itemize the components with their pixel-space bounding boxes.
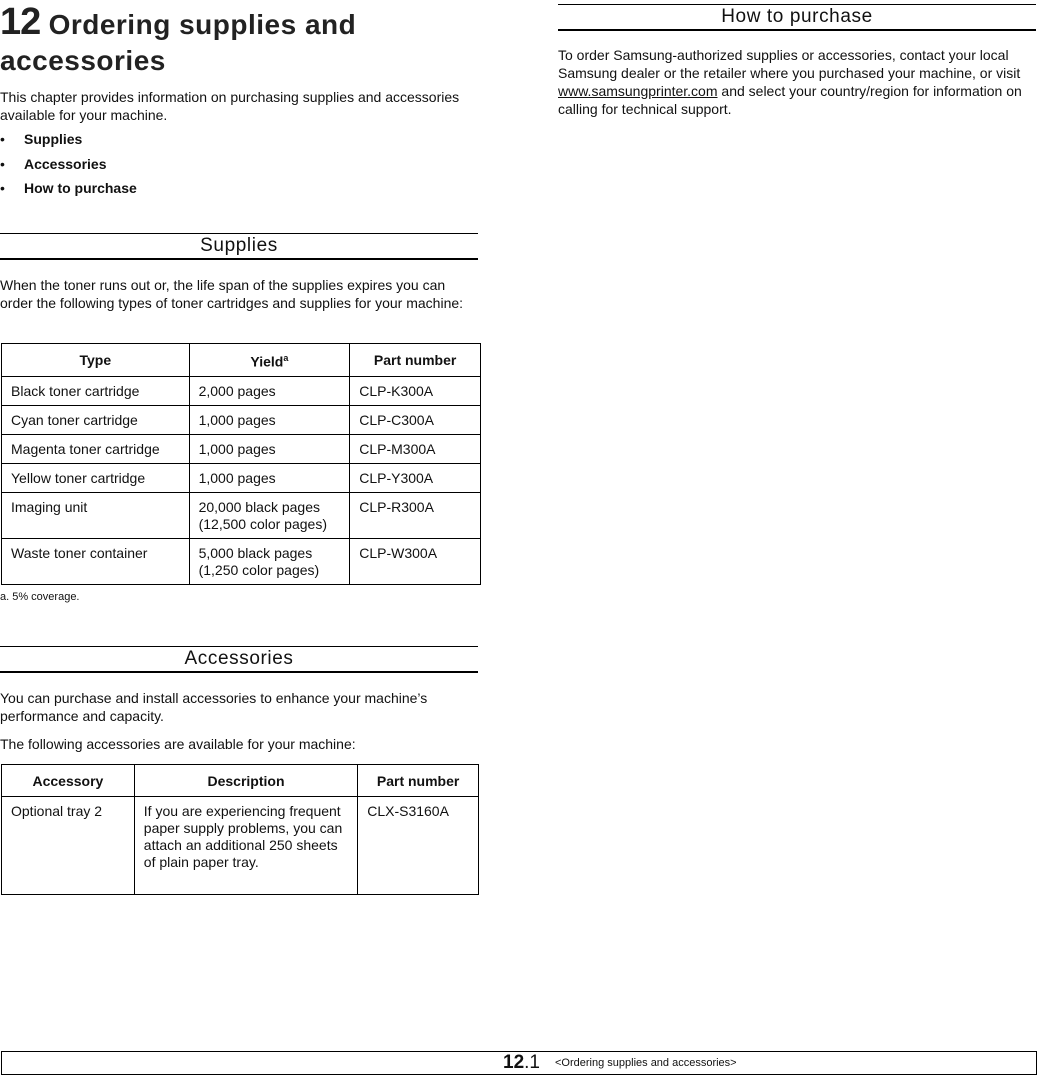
table-row — [2, 797, 479, 895]
cell-yield: 1,000 pages — [189, 463, 350, 492]
col-header-type: Type — [2, 344, 190, 377]
topic-item: • How to purchase — [0, 180, 137, 196]
cell-part: CLX-S3160A — [358, 797, 479, 895]
accessories-intro: You can purchase and install accessories to enhance your machine’s performance and capacity. — [0, 690, 428, 724]
topic-link-accessories[interactable]: Accessories — [24, 155, 107, 172]
cell-accessory: Optional tray 2 — [2, 797, 135, 895]
cell-yield: 1,000 pages — [189, 434, 350, 463]
chapter-number: 12 — [0, 1, 41, 43]
table-row — [2, 434, 481, 463]
cell-yield: 2,000 pages — [189, 376, 350, 405]
cell-part: CLP-C300A — [350, 405, 481, 434]
cell-yield: 1,000 pages — [189, 405, 350, 434]
cell-type: Cyan toner cartridge — [2, 405, 190, 434]
supplies-intro: When the toner runs out or, the life span of the supplies expires you can order the following types of toner cartridges and supplies for your machine: — [0, 277, 464, 311]
supplies-footnote: a. 5% coverage. — [0, 591, 80, 603]
cell-part: CLP-Y300A — [350, 463, 481, 492]
table-row — [2, 463, 481, 492]
cell-part: CLP-M300A — [350, 434, 481, 463]
cell-type: Black toner cartridge — [2, 376, 190, 405]
supplies-table — [1, 343, 481, 585]
topic-item: • Supplies — [0, 131, 83, 147]
chapter-title-line1: Ordering supplies and — [48, 9, 357, 40]
cell-yield: 20,000 black pages (12,500 color pages) — [189, 492, 350, 538]
chapter-intro: This chapter provides information on purchasing supplies and accessories available for your machine. — [0, 89, 460, 123]
col-header-part-number: Part number — [350, 344, 481, 377]
topic-list — [0, 130, 137, 204]
table-header-row — [2, 765, 479, 797]
topic-link-how-to-purchase[interactable]: How to purchase — [24, 180, 137, 196]
table-row — [2, 538, 481, 584]
col-header-description: Description — [134, 765, 357, 797]
table-row — [2, 492, 481, 538]
purchase-heading-title: How to purchase — [721, 6, 873, 27]
table-row — [2, 376, 481, 405]
chapter-title — [0, 0, 480, 79]
col-header-yield: Yield$^a$ — [189, 344, 350, 377]
cell-description: If you are experiencing frequent paper supply problems, you can attach an additional 250 sheets of plain paper tray. — [134, 797, 357, 895]
cell-part: CLP-R300A — [350, 492, 481, 538]
cell-type: Yellow toner cartridge — [2, 463, 190, 492]
topic-link-supplies[interactable]: Supplies — [24, 131, 83, 147]
cell-part: CLP-W300A — [350, 538, 481, 584]
cell-yield: 5,000 black pages (1,250 color pages) — [189, 538, 350, 584]
chapter-title-line2: accessories — [0, 45, 166, 76]
page-footer — [1, 1051, 1037, 1075]
yield-footnote-mark: a — [283, 353, 289, 363]
footer-chapter-label: <Ordering supplies and accessories> — [555, 1057, 737, 1069]
table-header-row — [2, 344, 481, 377]
accessories-intro-2: The following accessories are available for your machine: — [0, 736, 356, 752]
col-header-part-number: Part number — [358, 765, 479, 797]
purchase-heading — [558, 4, 1036, 31]
topic-item: • Accessories — [0, 155, 107, 172]
supplies-heading — [0, 233, 478, 260]
cell-part: CLP-K300A — [350, 376, 481, 405]
accessories-heading-title: Accessories — [184, 648, 294, 669]
left-column — [0, 0, 480, 870]
page-number: 12.1 — [503, 1052, 540, 1073]
accessories-table — [1, 764, 479, 895]
table-row — [2, 405, 481, 434]
samsung-website-link[interactable]: www.samsungprinter.com — [558, 83, 718, 99]
cell-type: Magenta toner cartridge — [2, 434, 190, 463]
col-header-accessory: Accessory — [2, 765, 135, 797]
accessories-heading — [0, 646, 478, 673]
cell-type: Waste toner container — [2, 538, 190, 584]
purchase-text: To order Samsung-authorized supplies or accessories, contact your local Samsung dealer or the retailer where you purchased your machine, or visit www.samsungprinter.com and select your country/region for information on calling for technical support. — [558, 47, 1022, 117]
cell-type: Imaging unit — [2, 492, 190, 538]
supplies-heading-title: Supplies — [200, 235, 278, 256]
